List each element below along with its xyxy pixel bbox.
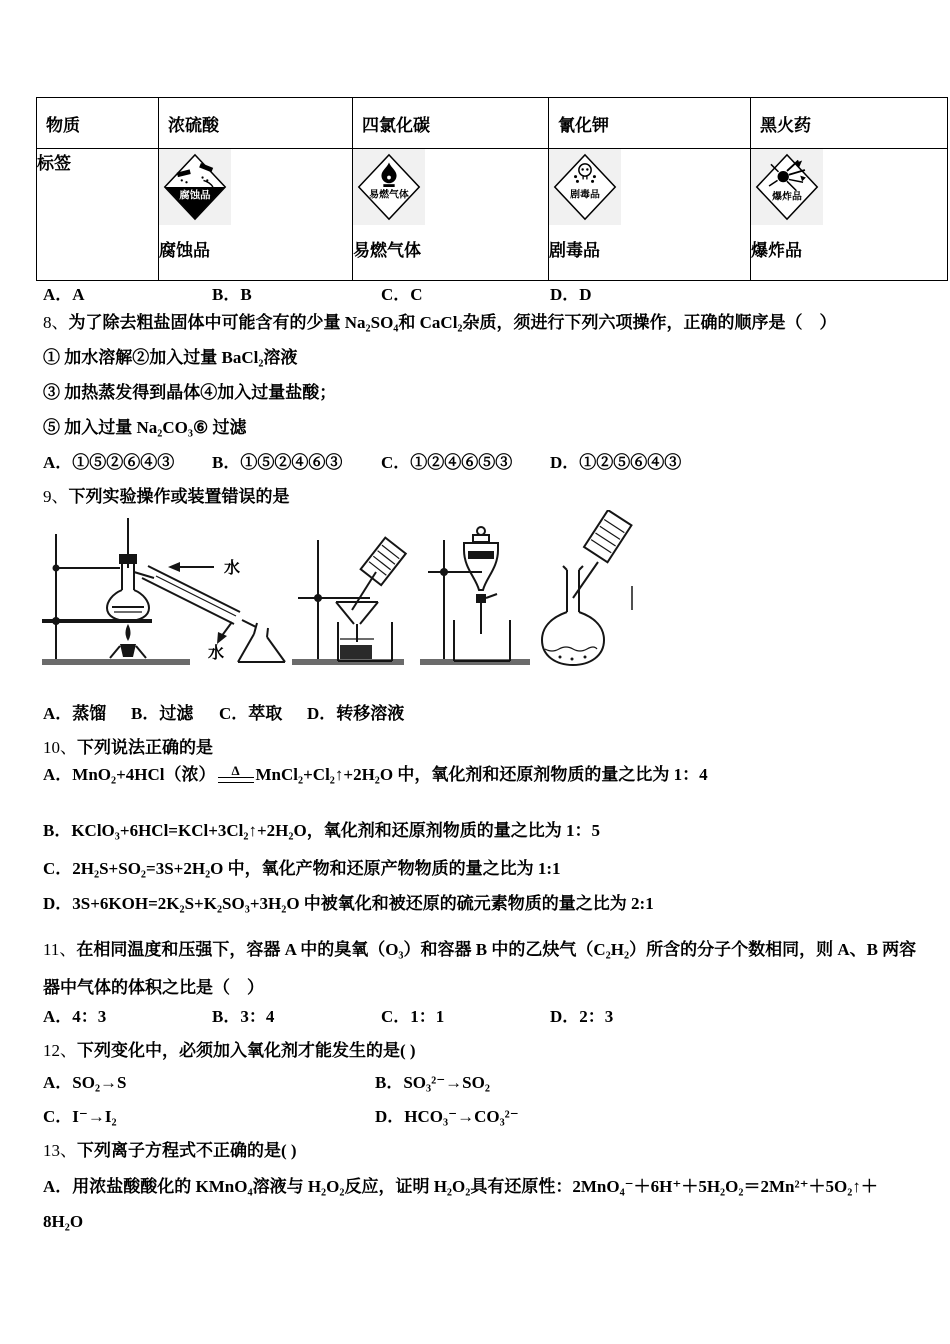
hazard-cell-explosive (751, 149, 948, 281)
option-c: C．I⁻→I₂ (43, 1107, 117, 1126)
option-b: B．3：4 (212, 1007, 275, 1026)
question-13-option-a-line-1: A．用浓盐酸酸化的 KMnO₄溶液与 H₂O₂反应，证明 H₂O₂具有还原性：2MnO₄⁻＋6H⁺＋5H₂O₂＝2Mn²⁺＋5O₂↑＋ (43, 1177, 878, 1196)
question-number: 9、 (43, 487, 69, 506)
equation-suffix: MnCl₂+Cl₂↑+2H₂O 中，氧化剂和还原剂物质的量之比为 1：4 (255, 765, 708, 784)
question-8-options (43, 445, 943, 480)
toxic-diamond-icon (549, 149, 621, 225)
option-b: B．B (212, 285, 252, 304)
option-a: A．A (43, 285, 85, 304)
col-header-sulfuric-acid: 浓硫酸 (159, 98, 353, 149)
option-b: B．SO₃²⁻→SO₂ (375, 1073, 490, 1092)
option-d: D．①②⑤⑥④③ (550, 453, 682, 472)
svg-text:易燃气体: 易燃气体 (369, 189, 409, 201)
question-8-step-line-1: ① 加水溶解②加入过量 BaCl₂溶液 (43, 348, 298, 367)
col-header-substance: 物质 (37, 98, 159, 149)
question-10-option-d: D．3S+6KOH=2K₂S+K₂SO₃+3H₂O 中被氧化和被还原的硫元素物质的量之比为 2:1 (43, 894, 654, 913)
svg-text:腐蚀品: 腐蚀品 (179, 190, 211, 202)
hazard-table-label-row (37, 149, 948, 281)
question-9-text: 9、下列实验操作或装置错误的是 (43, 487, 290, 506)
option-c: C．C (381, 285, 423, 304)
option-b: B．①⑤②④⑥③ (212, 453, 343, 472)
hazard-cell-toxic (549, 149, 751, 281)
question-10-option-b: B．KClO₃+6HCl=KCl+3Cl₂↑+2H₂O，氧化剂和还原剂物质的量之比为 1：5 (43, 821, 600, 840)
hazard-caption: 爆炸品 (751, 241, 802, 260)
question-7-options (43, 284, 592, 306)
delta-over-equals-symbol: Δ (218, 765, 254, 783)
water-label-top: 水 (224, 560, 241, 577)
hazard-table (36, 97, 948, 281)
question-8-text: 8、为了除去粗盐固体中可能含有的少量 Na₂SO₄和 CaCl₂杂质，须进行下列六项操作，正确的顺序是（ ） (43, 313, 837, 332)
corrosive-diamond-icon (159, 149, 231, 225)
question-number: 11、 (43, 940, 77, 959)
option-a: A．SO₂→S (43, 1073, 127, 1092)
question-12-options-row-1 (43, 1072, 490, 1094)
flammable-gas-diamond-icon (353, 149, 425, 225)
hazard-table-wrap (36, 97, 948, 281)
svg-text:爆炸品: 爆炸品 (772, 191, 802, 203)
question-number: 12、 (43, 1041, 77, 1060)
question-number: 8、 (43, 313, 69, 332)
question-8-step-line-2: ③ 加热蒸发得到晶体④加入过量盐酸； (43, 383, 337, 402)
question-11-options (43, 1006, 613, 1028)
question-11-text: 11、在相同温度和压强下，容器 A 中的臭氧（O₃）和容器 B 中的乙炔气（C₂H₂）所含的分子个数相同，则 A、B 两容器中气体的体积之比是（ ） (43, 940, 917, 997)
col-header-black-powder: 黑火药 (751, 98, 948, 149)
question-number: 13、 (43, 1141, 77, 1160)
option-b: B．过滤 (131, 704, 194, 723)
option-d: D．转移溶液 (307, 704, 405, 723)
equation-prefix: A．MnO₂+4HCl（浓） (43, 765, 216, 784)
question-13-option-a-line-2: 8H₂O (43, 1212, 84, 1231)
question-12-text: 12、下列变化中，必须加入氧化剂才能发生的是( ) (43, 1041, 416, 1060)
question-13-text: 13、下列离子方程式不正确的是( ) (43, 1141, 297, 1160)
option-c: C．1：1 (381, 1007, 445, 1026)
col-header-potassium-cyanide: 氰化钾 (549, 98, 751, 149)
option-a: A．①⑤②⑥④③ (43, 453, 175, 472)
explosive-diamond-icon (751, 149, 823, 225)
hazard-cell-flammable-gas (353, 149, 549, 281)
question-8 (43, 305, 943, 480)
question-12-options-row-2 (43, 1106, 519, 1128)
col-header-carbon-tetrachloride: 四氯化碳 (353, 98, 549, 149)
option-a: A．4：3 (43, 1007, 107, 1026)
svg-text:剧毒品: 剧毒品 (570, 189, 600, 201)
hazard-caption: 剧毒品 (549, 241, 600, 260)
question-9-options (43, 703, 404, 725)
question-10-option-c: C．2H₂S+SO₂=3S+2H₂O 中，氧化产物和还原产物物质的量之比为 1:1 (43, 859, 561, 878)
option-d: D．2：3 (550, 1007, 614, 1026)
hazard-caption: 腐蚀品 (159, 241, 210, 260)
option-d: D．D (550, 285, 592, 304)
row-header-label: 标签 (37, 149, 159, 281)
question-10-option-a (43, 764, 708, 786)
hazard-cell-corrosive (159, 149, 353, 281)
option-a: A．蒸馏 (43, 704, 107, 723)
option-d: D．HCO₃⁻→CO₃²⁻ (375, 1107, 519, 1126)
question-8-step-line-3: ⑤ 加入过量 Na₂CO₃⑥ 过滤 (43, 418, 247, 437)
water-label-bottom: 水 (208, 645, 225, 662)
lab-apparatus-illustration (40, 510, 640, 678)
hazard-table-header-row (37, 98, 948, 149)
question-number: 10、 (43, 738, 77, 757)
hazard-caption: 易燃气体 (353, 241, 421, 260)
question-10-text: 10、下列说法正确的是 (43, 738, 213, 757)
option-c: C．萃取 (219, 704, 283, 723)
option-c: C．①②④⑥⑤③ (381, 453, 513, 472)
